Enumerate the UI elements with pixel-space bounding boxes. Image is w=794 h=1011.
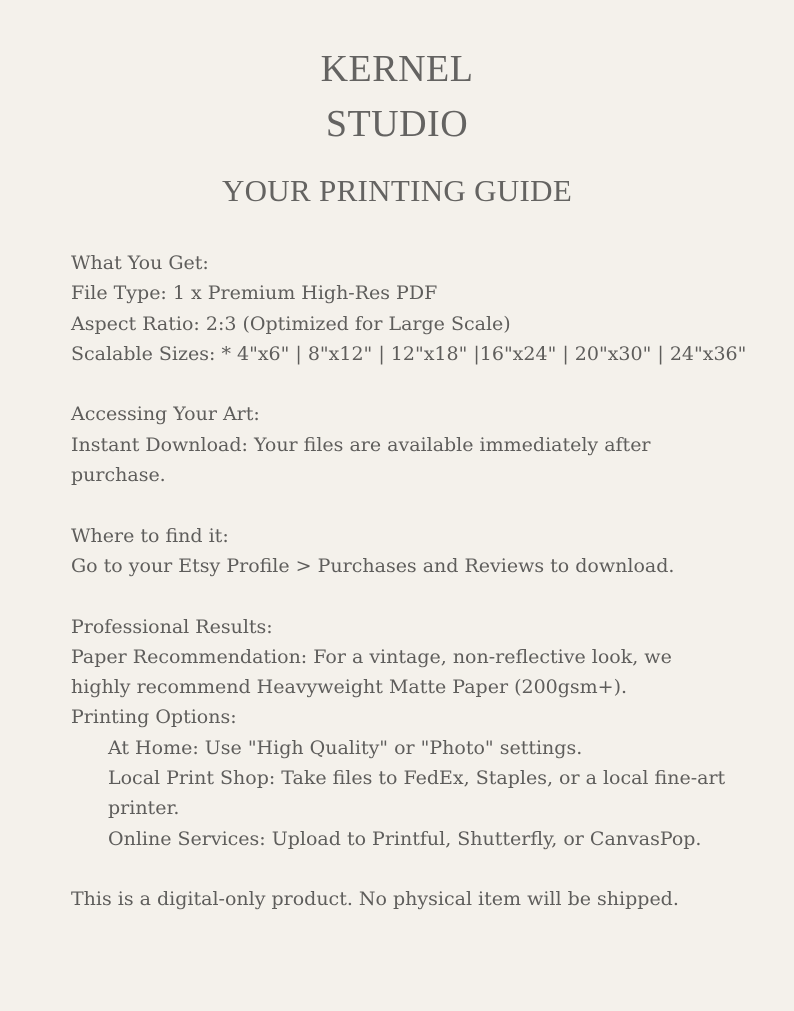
page-title: YOUR PRINTING GUIDE: [221, 173, 573, 208]
instant-download-text-line-1: Instant Download: Your files are available immediately after: [71, 433, 651, 456]
brand-name-line-2: STUDIO: [325, 103, 469, 145]
online-services-option: Online Services: Upload to Printful, Shutterfly, or CanvasPop.: [108, 827, 702, 850]
accessing-heading: Accessing Your Art:: [71, 403, 260, 426]
brand-name-line-1: KERNEL: [320, 48, 474, 90]
where-text: Go to your Etsy Profile > Purchases and Reviews to download.: [71, 554, 675, 577]
file-type-text: File Type: 1 x Premium High-Res PDF: [71, 282, 438, 305]
aspect-ratio-text: Aspect Ratio: 2:3 (Optimized for Large Scale): [71, 312, 511, 335]
paper-recommendation-line-2: highly recommend Heavyweight Matte Paper (200gsm+).: [71, 676, 628, 699]
spacer: [71, 369, 761, 399]
instant-download-text-line-2: purchase.: [71, 464, 166, 487]
where-heading: Where to find it:: [71, 524, 229, 547]
paper-recommendation-line-1: Paper Recommendation: For a vintage, non-reflective look, we: [71, 645, 672, 668]
at-home-option: At Home: Use "High Quality" or "Photo" settings.: [108, 736, 583, 759]
printing-options-heading: Printing Options:: [71, 706, 237, 729]
digital-only-disclaimer: This is a digital-only product. No physical item will be shipped.: [71, 888, 679, 911]
spacer: [71, 490, 761, 520]
spacer: [71, 581, 761, 611]
spacer: [71, 854, 761, 884]
professional-heading: Professional Results:: [71, 615, 273, 638]
local-print-shop-option-line-1: Local Print Shop: Take files to FedEx, Staples, or a local fine-art: [108, 767, 726, 790]
scalable-sizes-text: Scalable Sizes: * 4"x6" | 8"x12" | 12"x18" |16"x24" | 20"x30" | 24"x36": [71, 342, 747, 365]
what-you-get-heading: What You Get:: [71, 252, 209, 274]
guide-body: [71, 248, 761, 915]
local-print-shop-option-line-2: printer.: [108, 797, 180, 820]
